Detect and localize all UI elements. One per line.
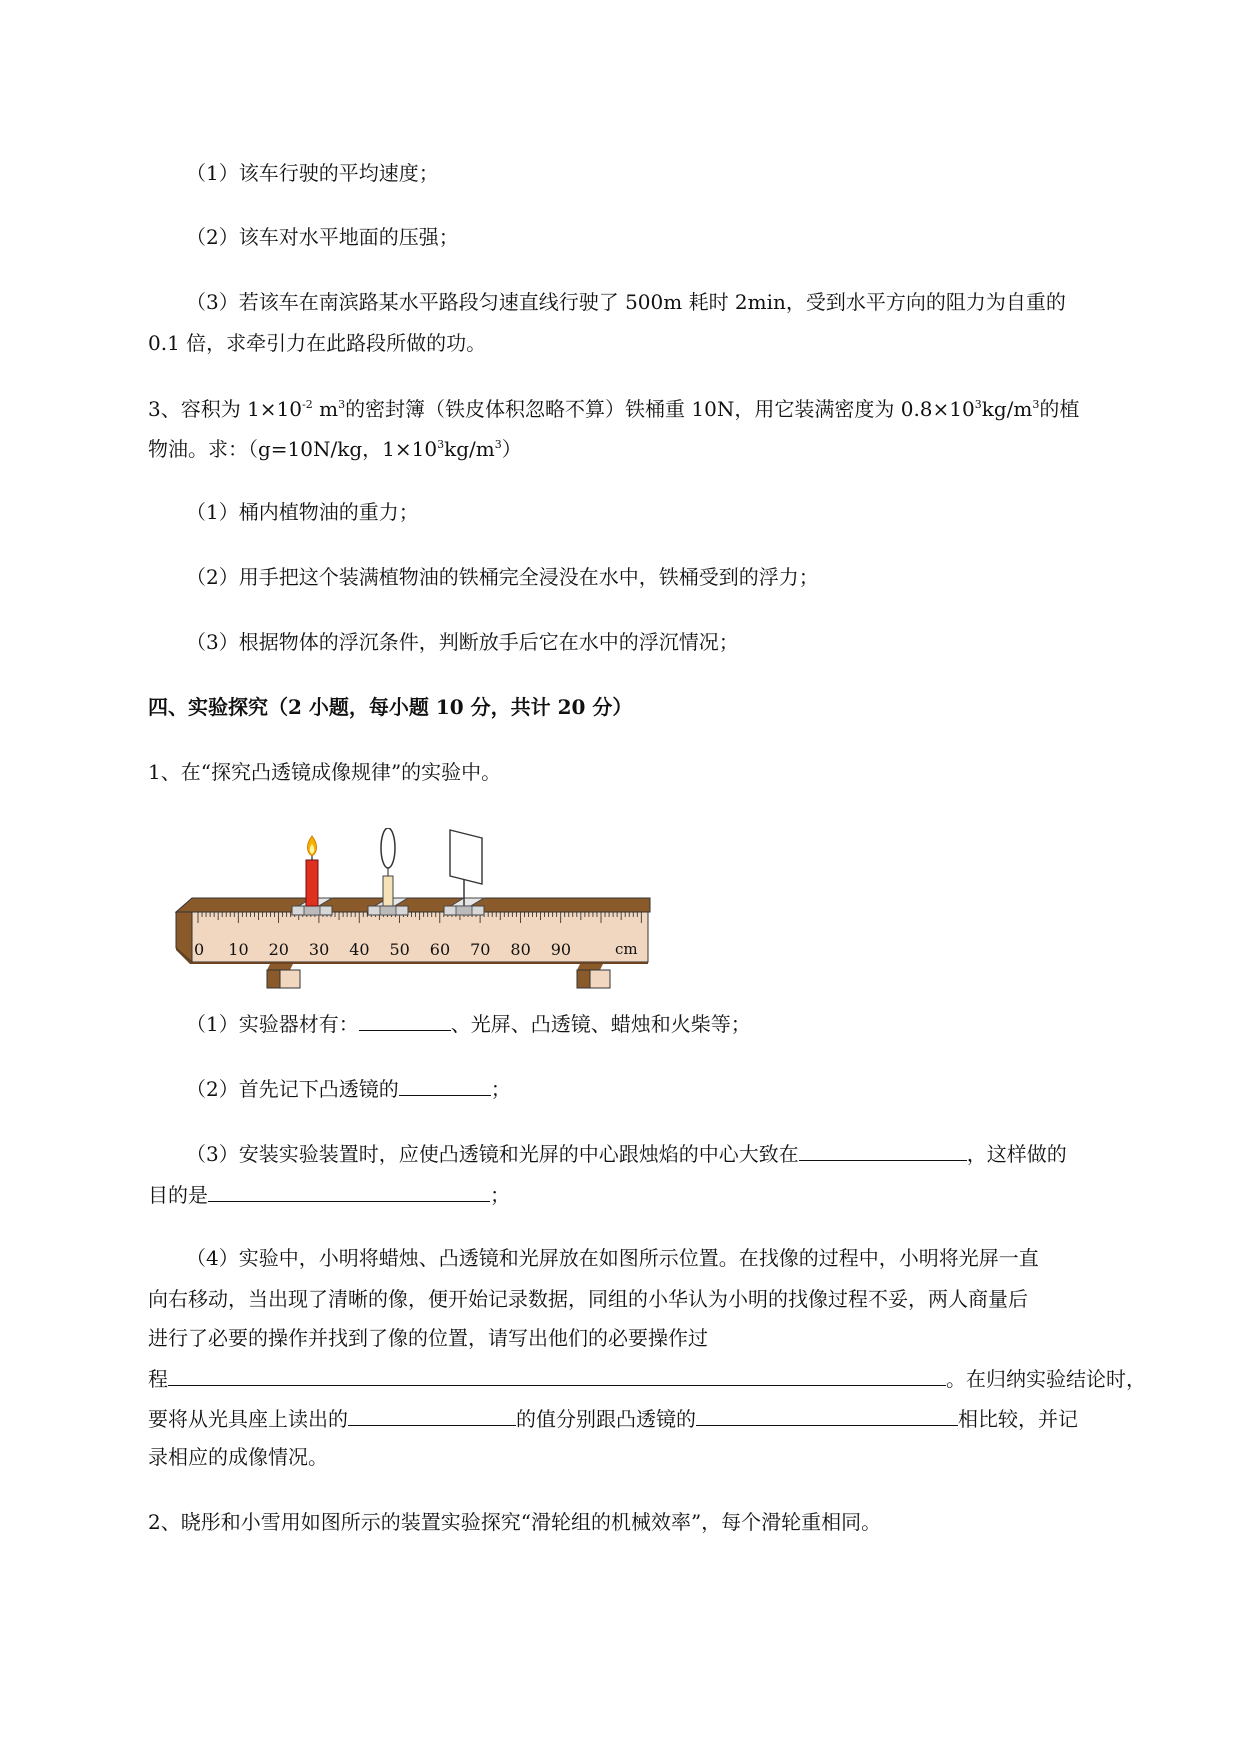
answer-blank[interactable] bbox=[359, 1008, 451, 1031]
problem-1-question-4-line-2: 向右移动，当出现了清晰的像，便开始记录数据，同组的小华认为小明的找像过程不妥，两人商量后 bbox=[148, 1287, 1028, 1311]
text-fragment: kg/m bbox=[444, 437, 495, 461]
problem-2-intro: 2、晓彤和小雪用如图所示的装置实验探究“滑轮组的机械效率”，每个滑轮重相同。 bbox=[148, 1510, 882, 1534]
text-fragment: 相比较，并记 bbox=[958, 1407, 1078, 1431]
ruler-label: 80 bbox=[510, 940, 531, 959]
bucket-question-2: （2）用手把这个装满植物油的铁桶完全浸没在水中，铁桶受到的浮力； bbox=[186, 565, 819, 589]
text-fragment: ； bbox=[490, 1077, 511, 1101]
light-screen bbox=[450, 830, 482, 884]
answer-blank[interactable] bbox=[799, 1138, 967, 1161]
car-question-2: （2）该车对水平地面的压强； bbox=[186, 225, 459, 249]
text-fragment: ； bbox=[490, 1183, 510, 1207]
superscript: -2 bbox=[302, 398, 313, 411]
bucket-intro-line-2 bbox=[148, 434, 522, 464]
text-fragment: 的值分别跟凸透镜的 bbox=[516, 1407, 696, 1431]
text-fragment: 目的是 bbox=[148, 1183, 208, 1207]
problem-1-question-2 bbox=[186, 1073, 511, 1104]
answer-blank[interactable] bbox=[348, 1403, 516, 1426]
text-fragment: 程 bbox=[148, 1367, 168, 1391]
ruler-label: 10 bbox=[228, 940, 249, 959]
ruler-label: 90 bbox=[550, 940, 572, 959]
ruler-label: 70 bbox=[470, 940, 491, 959]
ruler-label: 50 bbox=[389, 940, 410, 959]
superscript: 3 bbox=[974, 398, 982, 411]
text-fragment: （2）首先记下凸透镜的 bbox=[186, 1077, 399, 1101]
text-fragment: 的密封簿（铁皮体积忽略不算）铁桶重 10N，用它装满密度为 0.8×10 bbox=[345, 397, 975, 421]
ruler-label: 60 bbox=[429, 940, 451, 959]
text-fragment: 物油。求：（g=10N/kg，1×10 bbox=[148, 437, 438, 461]
problem-1-question-4-line-6: 录相应的成像情况。 bbox=[148, 1445, 328, 1469]
text-fragment: 3、容积为 1×10 bbox=[148, 397, 303, 421]
section-heading: 四、实验探究（2 小题，每小题 10 分，共计 20 分） bbox=[148, 695, 633, 719]
text-fragment: （3）安装实验装置时，应使凸透镜和光屏的中心跟烛焰的中心大致在 bbox=[186, 1142, 799, 1166]
problem-1-intro: 1、在“探究凸透镜成像规律”的实验中。 bbox=[148, 760, 502, 784]
superscript: 3 bbox=[1032, 398, 1040, 411]
superscript: 3 bbox=[494, 438, 502, 451]
bucket-intro-line-1 bbox=[148, 394, 1079, 424]
answer-blank[interactable] bbox=[208, 1179, 490, 1202]
text-fragment: kg/m bbox=[981, 397, 1033, 421]
answer-blank[interactable] bbox=[399, 1073, 491, 1096]
bench-leg-left bbox=[267, 962, 300, 988]
bench-leg-right bbox=[577, 962, 610, 988]
optical-bench-figure bbox=[172, 828, 666, 1008]
problem-1-question-4-line-1: （4）实验中，小明将蜡烛、凸透镜和光屏放在如图所示位置。在找像的过程中，小明将光屏一直 bbox=[186, 1246, 1039, 1270]
bench-front-left bbox=[176, 912, 192, 962]
car-question-3-line-1: （3）若该车在南滨路某水平路段匀速直线行驶了 500m 耗时 2min，受到水平方向的阻力为自重的 bbox=[186, 290, 1066, 314]
text-fragment: 。在归纳实验结论时， bbox=[946, 1367, 1146, 1391]
text-fragment: 的植 bbox=[1039, 397, 1080, 421]
bucket-question-1: （1）桶内植物油的重力； bbox=[186, 500, 419, 524]
answer-blank[interactable] bbox=[696, 1403, 958, 1426]
ruler-unit: cm bbox=[615, 940, 638, 958]
text-fragment: ，这样做的 bbox=[966, 1142, 1067, 1166]
bench-top bbox=[176, 898, 650, 912]
text-fragment: ） bbox=[501, 437, 522, 461]
car-question-1: （1）该车行驶的平均速度； bbox=[186, 161, 439, 185]
problem-1-question-4-line-5 bbox=[148, 1403, 1078, 1434]
convex-lens bbox=[381, 828, 395, 868]
ruler-label: 20 bbox=[268, 940, 289, 959]
problem-1-question-3-line-2 bbox=[148, 1179, 510, 1210]
ruler-label: 0 bbox=[194, 940, 205, 959]
problem-1-question-1 bbox=[186, 1008, 751, 1039]
candle bbox=[306, 860, 318, 906]
problem-1-question-4-line-3: 进行了必要的操作并找到了像的位置，请写出他们的必要操作过 bbox=[148, 1326, 708, 1350]
text-fragment: 要将从光具座上读出的 bbox=[148, 1407, 348, 1431]
ruler-label: 30 bbox=[308, 940, 330, 959]
bucket-question-3: （3）根据物体的浮沉条件，判断放手后它在水中的浮沉情况； bbox=[186, 630, 739, 654]
car-question-3-line-2: 0.1 倍，求牵引力在此路段所做的功。 bbox=[148, 331, 487, 355]
superscript: 3 bbox=[338, 398, 346, 411]
superscript: 3 bbox=[437, 438, 445, 451]
text-fragment: （1）实验器材有： bbox=[186, 1012, 359, 1036]
text-fragment: m bbox=[312, 397, 339, 421]
ruler-label: 40 bbox=[349, 940, 370, 959]
problem-1-question-4-line-4 bbox=[148, 1363, 1146, 1394]
problem-1-question-3-line-1 bbox=[186, 1138, 1067, 1169]
answer-blank[interactable] bbox=[168, 1363, 946, 1386]
text-fragment: 、光屏、凸透镜、蜡烛和火柴等； bbox=[450, 1012, 751, 1036]
